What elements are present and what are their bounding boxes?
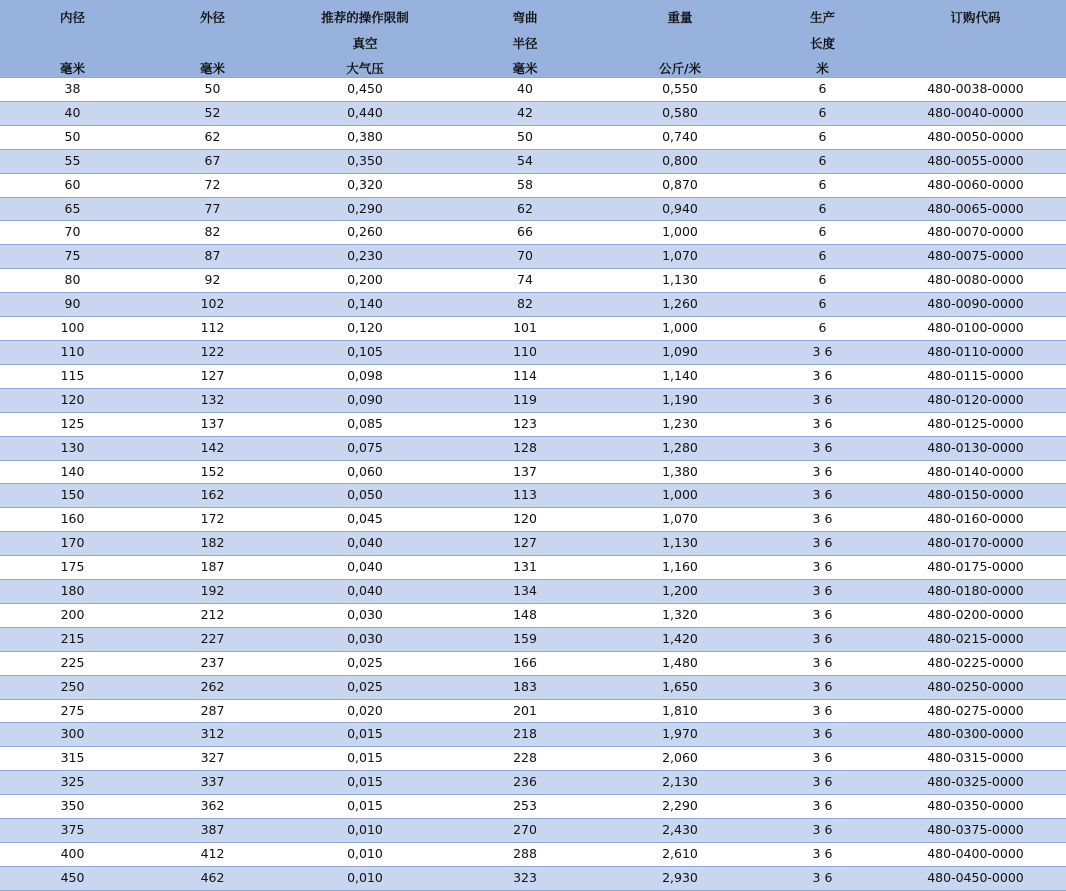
cell-pressure: 0,015 [280,723,450,747]
cell-pressure: 0,260 [280,221,450,245]
cell-length: 6 [760,125,885,149]
cell-length: 3 6 [760,484,885,508]
table-row [0,843,1066,867]
cell-length: 3 6 [760,388,885,412]
cell-order-code: 480-0050-0000 [885,125,1066,149]
cell-bend-radius: 148 [450,603,600,627]
cell-order-code: 480-0130-0000 [885,436,1066,460]
cell-bend-radius: 201 [450,699,600,723]
cell-length: 6 [760,221,885,245]
cell-pressure: 0,025 [280,675,450,699]
cell-length: 3 6 [760,723,885,747]
cell-inner-diameter: 130 [0,436,145,460]
cell-inner-diameter: 60 [0,173,145,197]
cell-weight: 0,550 [600,78,760,102]
cell-bend-radius: 123 [450,412,600,436]
cell-order-code: 480-0175-0000 [885,556,1066,580]
table-row [0,149,1066,173]
cell-inner-diameter: 225 [0,651,145,675]
cell-pressure: 0,200 [280,269,450,293]
cell-bend-radius: 58 [450,173,600,197]
cell-length: 3 6 [760,412,885,436]
cell-length: 3 6 [760,795,885,819]
table-row [0,78,1066,102]
cell-weight: 1,260 [600,293,760,317]
cell-outer-diameter: 50 [145,78,280,102]
header-bend-radius [450,0,600,78]
cell-outer-diameter: 52 [145,101,280,125]
cell-pressure: 0,015 [280,771,450,795]
cell-outer-diameter: 237 [145,651,280,675]
cell-weight: 0,940 [600,197,760,221]
table-body [0,78,1066,891]
table-row [0,556,1066,580]
cell-length: 3 6 [760,580,885,604]
cell-pressure: 0,440 [280,101,450,125]
cell-order-code: 480-0200-0000 [885,603,1066,627]
cell-bend-radius: 70 [450,245,600,269]
cell-length: 3 6 [760,819,885,843]
cell-pressure: 0,010 [280,866,450,890]
cell-outer-diameter: 72 [145,173,280,197]
cell-order-code: 480-0150-0000 [885,484,1066,508]
cell-pressure: 0,090 [280,388,450,412]
cell-weight: 1,650 [600,675,760,699]
cell-inner-diameter: 300 [0,723,145,747]
table-row [0,532,1066,556]
cell-outer-diameter: 132 [145,388,280,412]
cell-pressure: 0,105 [280,340,450,364]
cell-outer-diameter: 122 [145,340,280,364]
cell-outer-diameter: 112 [145,317,280,341]
cell-order-code: 480-0160-0000 [885,508,1066,532]
table-row [0,580,1066,604]
table-row [0,795,1066,819]
cell-outer-diameter: 362 [145,795,280,819]
cell-inner-diameter: 150 [0,484,145,508]
cell-weight: 2,130 [600,771,760,795]
header-label: 外径 [199,10,225,25]
cell-weight: 0,740 [600,125,760,149]
cell-weight: 2,430 [600,819,760,843]
cell-outer-diameter: 92 [145,269,280,293]
cell-order-code: 480-0038-0000 [885,78,1066,102]
table-row [0,603,1066,627]
table-row [0,460,1066,484]
header-unit: 毫米 [59,61,85,76]
cell-order-code: 480-0075-0000 [885,245,1066,269]
cell-bend-radius: 110 [450,340,600,364]
cell-bend-radius: 114 [450,364,600,388]
cell-outer-diameter: 462 [145,866,280,890]
cell-inner-diameter: 450 [0,866,145,890]
cell-outer-diameter: 67 [145,149,280,173]
cell-inner-diameter: 400 [0,843,145,867]
cell-weight: 1,070 [600,245,760,269]
cell-order-code: 480-0300-0000 [885,723,1066,747]
header-inner-diameter [0,0,145,78]
cell-order-code: 480-0450-0000 [885,866,1066,890]
cell-order-code: 480-0080-0000 [885,269,1066,293]
cell-outer-diameter: 412 [145,843,280,867]
cell-order-code: 480-0315-0000 [885,747,1066,771]
cell-inner-diameter: 100 [0,317,145,341]
table-row [0,771,1066,795]
cell-bend-radius: 134 [450,580,600,604]
header-sublabel: 半径 [512,36,538,51]
cell-inner-diameter: 315 [0,747,145,771]
cell-inner-diameter: 50 [0,125,145,149]
cell-inner-diameter: 65 [0,197,145,221]
cell-length: 3 6 [760,747,885,771]
cell-weight: 1,160 [600,556,760,580]
cell-outer-diameter: 262 [145,675,280,699]
cell-inner-diameter: 275 [0,699,145,723]
cell-weight: 1,190 [600,388,760,412]
cell-pressure: 0,075 [280,436,450,460]
table-row [0,197,1066,221]
table-row [0,484,1066,508]
cell-weight: 1,000 [600,317,760,341]
table-row [0,245,1066,269]
cell-order-code: 480-0400-0000 [885,843,1066,867]
cell-weight: 2,290 [600,795,760,819]
table-row [0,125,1066,149]
cell-outer-diameter: 312 [145,723,280,747]
table-row [0,699,1066,723]
cell-length: 3 6 [760,364,885,388]
cell-bend-radius: 270 [450,819,600,843]
cell-inner-diameter: 175 [0,556,145,580]
cell-weight: 1,380 [600,460,760,484]
cell-order-code: 480-0070-0000 [885,221,1066,245]
cell-pressure: 0,320 [280,173,450,197]
cell-pressure: 0,290 [280,197,450,221]
table-row [0,221,1066,245]
cell-bend-radius: 166 [450,651,600,675]
header-label: 订购代码 [950,10,1001,25]
cell-bend-radius: 131 [450,556,600,580]
cell-bend-radius: 253 [450,795,600,819]
cell-inner-diameter: 140 [0,460,145,484]
header-label: 生产 [809,10,835,25]
cell-weight: 1,130 [600,532,760,556]
cell-order-code: 480-0065-0000 [885,197,1066,221]
cell-length: 3 6 [760,627,885,651]
cell-outer-diameter: 142 [145,436,280,460]
cell-order-code: 480-0275-0000 [885,699,1066,723]
cell-outer-diameter: 137 [145,412,280,436]
cell-weight: 0,800 [600,149,760,173]
cell-length: 3 6 [760,340,885,364]
cell-bend-radius: 137 [450,460,600,484]
table-row [0,340,1066,364]
cell-length: 6 [760,173,885,197]
table-row [0,388,1066,412]
table-row [0,723,1066,747]
cell-bend-radius: 120 [450,508,600,532]
cell-order-code: 480-0170-0000 [885,532,1066,556]
cell-bend-radius: 54 [450,149,600,173]
cell-inner-diameter: 80 [0,269,145,293]
cell-length: 6 [760,269,885,293]
cell-order-code: 480-0120-0000 [885,388,1066,412]
cell-outer-diameter: 227 [145,627,280,651]
cell-bend-radius: 62 [450,197,600,221]
cell-length: 3 6 [760,866,885,890]
cell-bend-radius: 74 [450,269,600,293]
header-row [0,0,1066,78]
cell-length: 6 [760,78,885,102]
cell-pressure: 0,050 [280,484,450,508]
cell-order-code: 480-0180-0000 [885,580,1066,604]
cell-length: 3 6 [760,651,885,675]
cell-bend-radius: 82 [450,293,600,317]
cell-weight: 1,810 [600,699,760,723]
header-sublabel: 真空 [352,36,378,51]
cell-pressure: 0,010 [280,819,450,843]
cell-bend-radius: 288 [450,843,600,867]
cell-weight: 1,480 [600,651,760,675]
cell-length: 3 6 [760,843,885,867]
cell-inner-diameter: 325 [0,771,145,795]
cell-bend-radius: 40 [450,78,600,102]
cell-bend-radius: 323 [450,866,600,890]
header-unit: 毫米 [512,61,538,76]
header-weight [600,0,760,78]
cell-weight: 1,000 [600,484,760,508]
header-unit: 公斤/米 [658,61,702,76]
header-outer-diameter [145,0,280,78]
cell-length: 3 6 [760,436,885,460]
cell-bend-radius: 42 [450,101,600,125]
cell-outer-diameter: 192 [145,580,280,604]
cell-length: 6 [760,197,885,221]
cell-pressure: 0,030 [280,627,450,651]
cell-bend-radius: 218 [450,723,600,747]
cell-weight: 1,000 [600,221,760,245]
cell-length: 6 [760,101,885,125]
cell-length: 3 6 [760,508,885,532]
cell-weight: 1,420 [600,627,760,651]
cell-weight: 1,130 [600,269,760,293]
cell-bend-radius: 50 [450,125,600,149]
cell-pressure: 0,140 [280,293,450,317]
cell-bend-radius: 236 [450,771,600,795]
cell-order-code: 480-0090-0000 [885,293,1066,317]
cell-length: 3 6 [760,460,885,484]
cell-pressure: 0,045 [280,508,450,532]
header-unit: 米 [816,61,829,76]
cell-inner-diameter: 120 [0,388,145,412]
cell-pressure: 0,010 [280,843,450,867]
table-row [0,101,1066,125]
cell-outer-diameter: 87 [145,245,280,269]
cell-order-code: 480-0225-0000 [885,651,1066,675]
cell-order-code: 480-0060-0000 [885,173,1066,197]
cell-outer-diameter: 287 [145,699,280,723]
cell-outer-diameter: 182 [145,532,280,556]
cell-inner-diameter: 115 [0,364,145,388]
cell-weight: 1,230 [600,412,760,436]
cell-pressure: 0,015 [280,747,450,771]
cell-pressure: 0,120 [280,317,450,341]
cell-outer-diameter: 82 [145,221,280,245]
cell-pressure: 0,085 [280,412,450,436]
cell-weight: 2,610 [600,843,760,867]
cell-pressure: 0,380 [280,125,450,149]
table-row [0,293,1066,317]
header-order-code [885,0,1066,78]
cell-inner-diameter: 70 [0,221,145,245]
cell-weight: 1,090 [600,340,760,364]
table-header [0,0,1066,78]
cell-pressure: 0,025 [280,651,450,675]
cell-length: 3 6 [760,771,885,795]
cell-inner-diameter: 180 [0,580,145,604]
cell-weight: 1,280 [600,436,760,460]
cell-outer-diameter: 152 [145,460,280,484]
cell-order-code: 480-0375-0000 [885,819,1066,843]
cell-length: 3 6 [760,699,885,723]
cell-inner-diameter: 75 [0,245,145,269]
cell-bend-radius: 128 [450,436,600,460]
cell-weight: 0,580 [600,101,760,125]
cell-length: 6 [760,293,885,317]
table-row [0,819,1066,843]
cell-inner-diameter: 40 [0,101,145,125]
cell-length: 3 6 [760,675,885,699]
cell-order-code: 480-0325-0000 [885,771,1066,795]
cell-weight: 1,970 [600,723,760,747]
cell-weight: 1,140 [600,364,760,388]
table-row [0,508,1066,532]
cell-pressure: 0,020 [280,699,450,723]
cell-order-code: 480-0040-0000 [885,101,1066,125]
cell-inner-diameter: 170 [0,532,145,556]
cell-weight: 1,070 [600,508,760,532]
cell-inner-diameter: 90 [0,293,145,317]
cell-outer-diameter: 337 [145,771,280,795]
table-row [0,436,1066,460]
cell-inner-diameter: 160 [0,508,145,532]
cell-order-code: 480-0100-0000 [885,317,1066,341]
cell-bend-radius: 228 [450,747,600,771]
table-row [0,651,1066,675]
cell-length: 3 6 [760,532,885,556]
cell-outer-diameter: 172 [145,508,280,532]
cell-pressure: 0,015 [280,795,450,819]
header-sublabel: 长度 [809,36,835,51]
header-unit: 大气压 [346,61,384,76]
cell-outer-diameter: 162 [145,484,280,508]
table-row [0,317,1066,341]
cell-outer-diameter: 127 [145,364,280,388]
cell-bend-radius: 183 [450,675,600,699]
cell-weight: 2,060 [600,747,760,771]
cell-inner-diameter: 350 [0,795,145,819]
cell-outer-diameter: 77 [145,197,280,221]
cell-bend-radius: 101 [450,317,600,341]
cell-bend-radius: 127 [450,532,600,556]
cell-order-code: 480-0110-0000 [885,340,1066,364]
cell-order-code: 480-0125-0000 [885,412,1066,436]
header-pressure [280,0,450,78]
table-row [0,173,1066,197]
table-row [0,747,1066,771]
cell-bend-radius: 66 [450,221,600,245]
cell-pressure: 0,060 [280,460,450,484]
cell-pressure: 0,098 [280,364,450,388]
cell-bend-radius: 159 [450,627,600,651]
cell-bend-radius: 113 [450,484,600,508]
cell-inner-diameter: 55 [0,149,145,173]
header-label: 内径 [59,10,85,25]
table-row [0,412,1066,436]
cell-weight: 2,930 [600,866,760,890]
cell-inner-diameter: 375 [0,819,145,843]
cell-inner-diameter: 250 [0,675,145,699]
cell-order-code: 480-0250-0000 [885,675,1066,699]
table-row [0,364,1066,388]
header-label: 推荐的操作限制 [321,10,409,25]
cell-order-code: 480-0055-0000 [885,149,1066,173]
cell-outer-diameter: 387 [145,819,280,843]
cell-order-code: 480-0350-0000 [885,795,1066,819]
cell-inner-diameter: 38 [0,78,145,102]
cell-length: 3 6 [760,603,885,627]
header-label: 重量 [667,10,693,25]
cell-length: 6 [760,245,885,269]
cell-pressure: 0,030 [280,603,450,627]
cell-outer-diameter: 327 [145,747,280,771]
cell-weight: 1,320 [600,603,760,627]
cell-inner-diameter: 110 [0,340,145,364]
cell-order-code: 480-0115-0000 [885,364,1066,388]
cell-weight: 1,200 [600,580,760,604]
cell-inner-diameter: 200 [0,603,145,627]
cell-outer-diameter: 62 [145,125,280,149]
header-unit: 毫米 [199,61,225,76]
table-row [0,627,1066,651]
cell-outer-diameter: 102 [145,293,280,317]
cell-pressure: 0,450 [280,78,450,102]
cell-pressure: 0,040 [280,556,450,580]
table-row [0,675,1066,699]
cell-length: 6 [760,317,885,341]
cell-order-code: 480-0215-0000 [885,627,1066,651]
cell-pressure: 0,040 [280,532,450,556]
cell-length: 3 6 [760,556,885,580]
cell-order-code: 480-0140-0000 [885,460,1066,484]
cell-outer-diameter: 212 [145,603,280,627]
header-length [760,0,885,78]
cell-outer-diameter: 187 [145,556,280,580]
cell-pressure: 0,350 [280,149,450,173]
cell-bend-radius: 119 [450,388,600,412]
cell-pressure: 0,040 [280,580,450,604]
table-row [0,269,1066,293]
cell-inner-diameter: 125 [0,412,145,436]
cell-length: 6 [760,149,885,173]
cell-inner-diameter: 215 [0,627,145,651]
header-label: 弯曲 [512,10,538,25]
cell-weight: 0,870 [600,173,760,197]
cell-pressure: 0,230 [280,245,450,269]
